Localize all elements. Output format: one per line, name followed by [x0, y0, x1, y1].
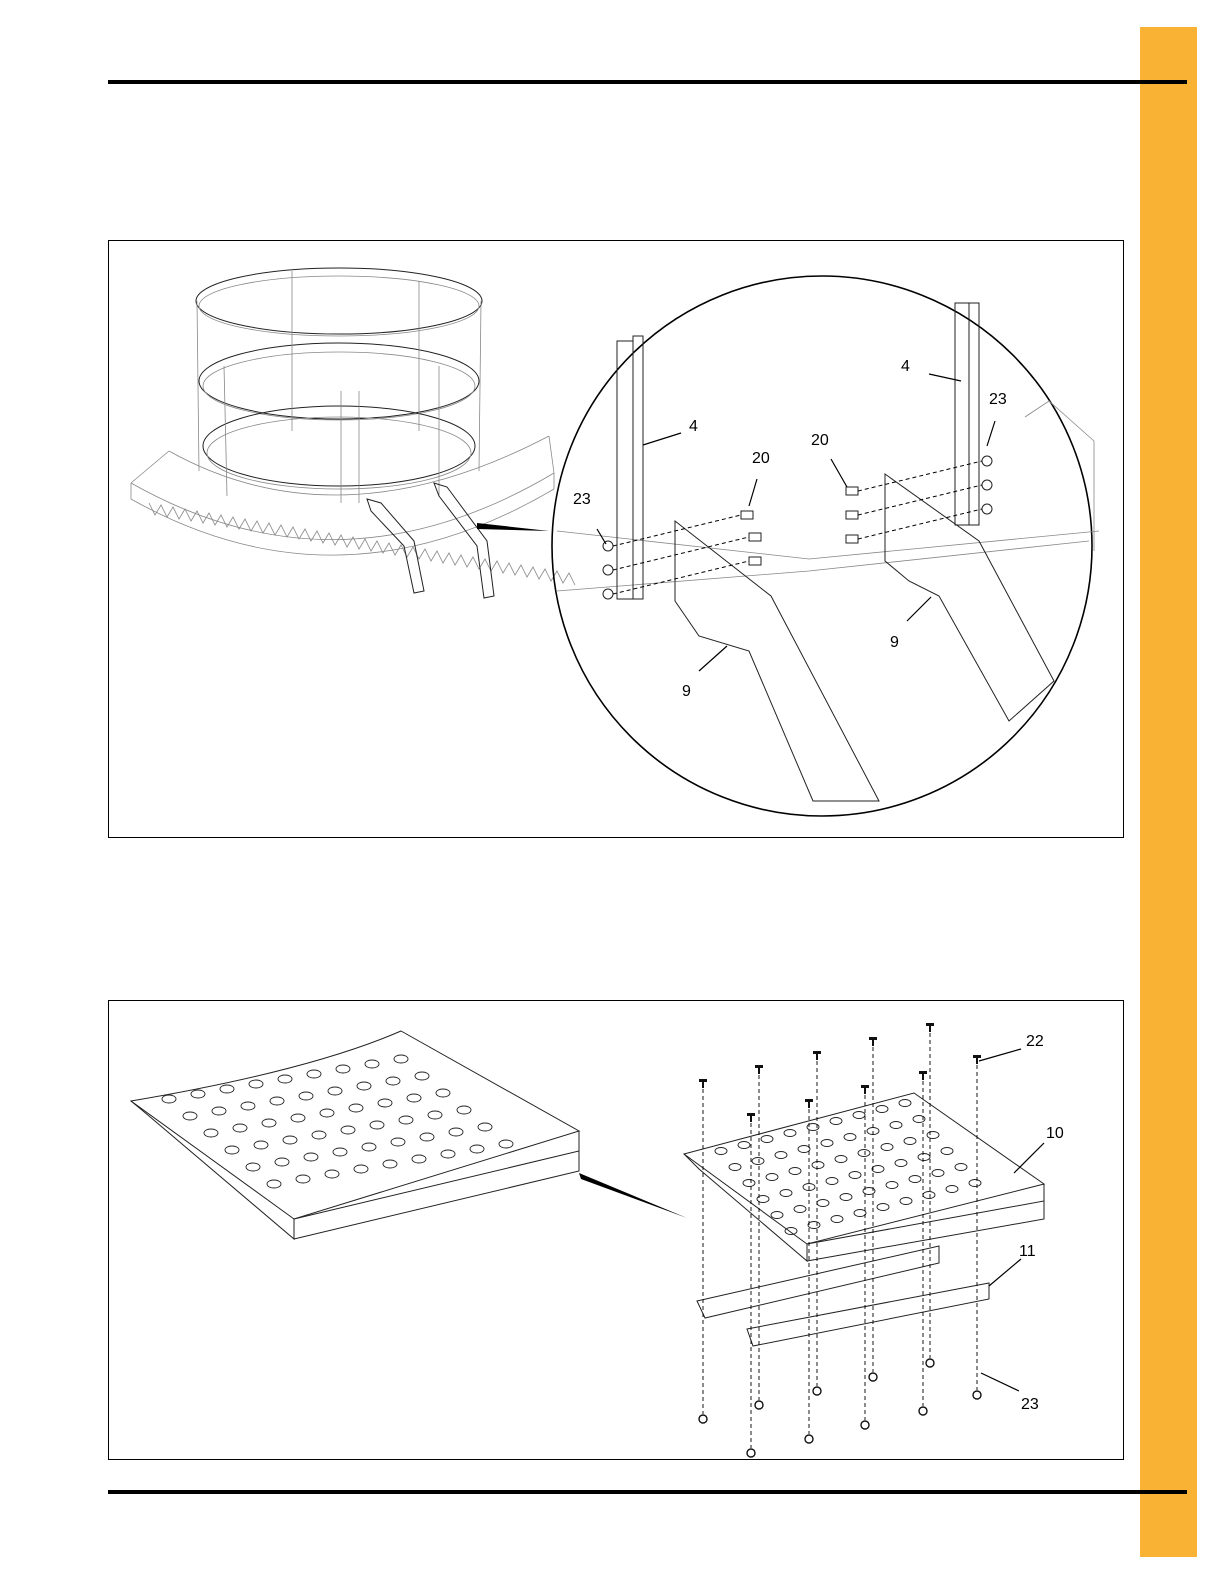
plate-hole — [365, 1060, 379, 1068]
plate-hole — [183, 1112, 197, 1120]
platform-overview — [131, 268, 575, 598]
callout-left-nut: 23 — [573, 491, 591, 508]
step-plate-overview — [131, 1031, 579, 1239]
nut-icon — [869, 1373, 877, 1381]
plate-hole — [969, 1180, 981, 1187]
bolt-icon — [747, 1113, 755, 1122]
plate-hole — [499, 1140, 513, 1148]
plate-hole — [890, 1122, 902, 1129]
bolt-icon — [699, 1079, 707, 1088]
callout-bracket: 11 — [1019, 1243, 1036, 1260]
plate-hole — [241, 1102, 255, 1110]
plate-hole — [362, 1143, 376, 1151]
plate-hole — [378, 1099, 392, 1107]
plate-hole — [821, 1140, 833, 1147]
plate-hole — [876, 1106, 888, 1113]
plate-hole — [923, 1192, 935, 1199]
plate-hole — [191, 1090, 205, 1098]
plate-hole — [275, 1158, 289, 1166]
plate-hole — [881, 1144, 893, 1151]
plate-hole — [307, 1070, 321, 1078]
plate-hole — [877, 1204, 889, 1211]
plate-hole — [233, 1124, 247, 1132]
callout-nut: 23 — [1021, 1396, 1039, 1413]
plate-hole — [858, 1150, 870, 1157]
plate-hole — [428, 1111, 442, 1119]
plate-hole — [394, 1055, 408, 1063]
plate-hole — [420, 1133, 434, 1141]
plate-hole — [354, 1165, 368, 1173]
detail-circle — [552, 276, 1099, 816]
plate-hole — [835, 1156, 847, 1163]
plate-hole — [831, 1216, 843, 1223]
exploded-holes — [715, 1100, 981, 1235]
plate-hole — [325, 1170, 339, 1178]
side-tab — [1140, 27, 1197, 1557]
plate-hole — [415, 1072, 429, 1080]
nut-icon — [973, 1391, 981, 1399]
bolt-icon — [973, 1055, 981, 1064]
plate-hole — [918, 1154, 930, 1161]
plate-hole — [844, 1134, 856, 1141]
figure-bottom-drawing — [109, 1001, 1123, 1459]
header-rule — [108, 80, 1187, 84]
plate-hole — [798, 1146, 810, 1153]
plate-hole — [872, 1166, 884, 1173]
plate-hole — [752, 1158, 764, 1165]
plate-hole — [840, 1194, 852, 1201]
plate-hole — [204, 1129, 218, 1137]
plate-hole — [886, 1182, 898, 1189]
plate-hole — [808, 1222, 820, 1229]
plate-hole — [283, 1136, 297, 1144]
plate-hole — [761, 1136, 773, 1143]
plate-hole — [849, 1172, 861, 1179]
plate-hole — [470, 1145, 484, 1153]
figure-bottom — [108, 1000, 1124, 1460]
fasteners — [699, 1023, 981, 1457]
bolt-icon — [805, 1099, 813, 1108]
plate-hole — [225, 1146, 239, 1154]
plate-hole — [457, 1106, 471, 1114]
detail-pointer-bottom — [579, 1173, 687, 1218]
plate-hole — [333, 1148, 347, 1156]
plate-hole — [436, 1089, 450, 1097]
plate-hole — [386, 1077, 400, 1085]
bolt-icon — [861, 1085, 869, 1094]
plate-hole — [900, 1198, 912, 1205]
footer-rule — [108, 1490, 1187, 1494]
plate-hole — [794, 1206, 806, 1213]
nut-icon — [699, 1415, 707, 1423]
plate-hole — [162, 1095, 176, 1103]
plate-hole — [775, 1152, 787, 1159]
plate-hole — [826, 1178, 838, 1185]
plate-hole — [357, 1082, 371, 1090]
nut-icon — [813, 1387, 821, 1395]
callout-right-plate: 9 — [890, 634, 899, 651]
callout-bolt: 22 — [1026, 1033, 1044, 1050]
plate-hole — [212, 1107, 226, 1115]
plate-hole — [941, 1148, 953, 1155]
detail-pointer — [477, 523, 549, 531]
plate-hole — [738, 1142, 750, 1149]
plate-hole — [449, 1128, 463, 1136]
callout-left-plate: 9 — [682, 683, 691, 700]
plate-hole — [780, 1190, 792, 1197]
plate-hole — [270, 1097, 284, 1105]
plate-hole — [895, 1160, 907, 1167]
figure-top-drawing — [109, 241, 1123, 837]
callout-left-bolt: 20 — [752, 450, 770, 467]
callout-right-post: 4 — [901, 358, 910, 375]
plate-hole — [304, 1153, 318, 1161]
plate-hole — [899, 1100, 911, 1107]
plate-hole — [946, 1186, 958, 1193]
nut-icon — [919, 1407, 927, 1415]
bolt-icon — [926, 1023, 934, 1032]
nut-icon — [747, 1449, 755, 1457]
plate-hole — [854, 1210, 866, 1217]
plate-hole — [299, 1092, 313, 1100]
plate-hole — [932, 1170, 944, 1177]
callout-step-plate: 10 — [1046, 1125, 1064, 1142]
nut-icon — [755, 1401, 763, 1409]
plate-hole — [220, 1085, 234, 1093]
nut-icon — [805, 1435, 813, 1443]
plate-hole — [743, 1180, 755, 1187]
plate-hole — [441, 1150, 455, 1158]
plate-hole — [955, 1164, 967, 1171]
bolt-icon — [813, 1051, 821, 1060]
plate-hole — [320, 1109, 334, 1117]
plate-hole — [312, 1131, 326, 1139]
nut-icon — [926, 1359, 934, 1367]
bolt-icon — [869, 1037, 877, 1046]
plate-hole — [391, 1138, 405, 1146]
nut-icon — [861, 1421, 869, 1429]
plate-hole — [370, 1121, 384, 1129]
callout-right-bolt: 20 — [811, 432, 829, 449]
plate-hole — [817, 1200, 829, 1207]
plate-hole — [291, 1114, 305, 1122]
plate-hole — [349, 1104, 363, 1112]
plate-hole — [784, 1130, 796, 1137]
plate-hole — [789, 1168, 801, 1175]
plate-hole — [715, 1148, 727, 1155]
bolt-icon — [755, 1065, 763, 1074]
plate-hole — [478, 1123, 492, 1131]
plate-hole — [853, 1112, 865, 1119]
plate-hole — [771, 1212, 783, 1219]
plate-hole — [830, 1118, 842, 1125]
plate-hole — [909, 1176, 921, 1183]
plate-hole — [254, 1141, 268, 1149]
plate-hole — [766, 1174, 778, 1181]
figure-top — [108, 240, 1124, 838]
plate-hole — [812, 1162, 824, 1169]
plate-hole — [296, 1175, 310, 1183]
plate-hole — [412, 1155, 426, 1163]
plate-hole — [262, 1119, 276, 1127]
plate-hole — [328, 1087, 342, 1095]
plate-hole — [249, 1080, 263, 1088]
callout-left-post: 4 — [689, 418, 698, 435]
plate-hole — [927, 1132, 939, 1139]
plate-hole — [785, 1228, 797, 1235]
plate-hole — [341, 1126, 355, 1134]
plate-hole — [904, 1138, 916, 1145]
plate-hole — [399, 1116, 413, 1124]
callout-right-nut: 23 — [989, 391, 1007, 408]
plate-hole — [267, 1180, 281, 1188]
step-plate-exploded — [684, 1093, 1044, 1346]
plate-hole — [336, 1065, 350, 1073]
plate-hole — [407, 1094, 421, 1102]
bolt-icon — [919, 1071, 927, 1080]
plate-hole — [383, 1160, 397, 1168]
plate-hole — [246, 1163, 260, 1171]
plate-hole — [278, 1075, 292, 1083]
plate-hole — [729, 1164, 741, 1171]
